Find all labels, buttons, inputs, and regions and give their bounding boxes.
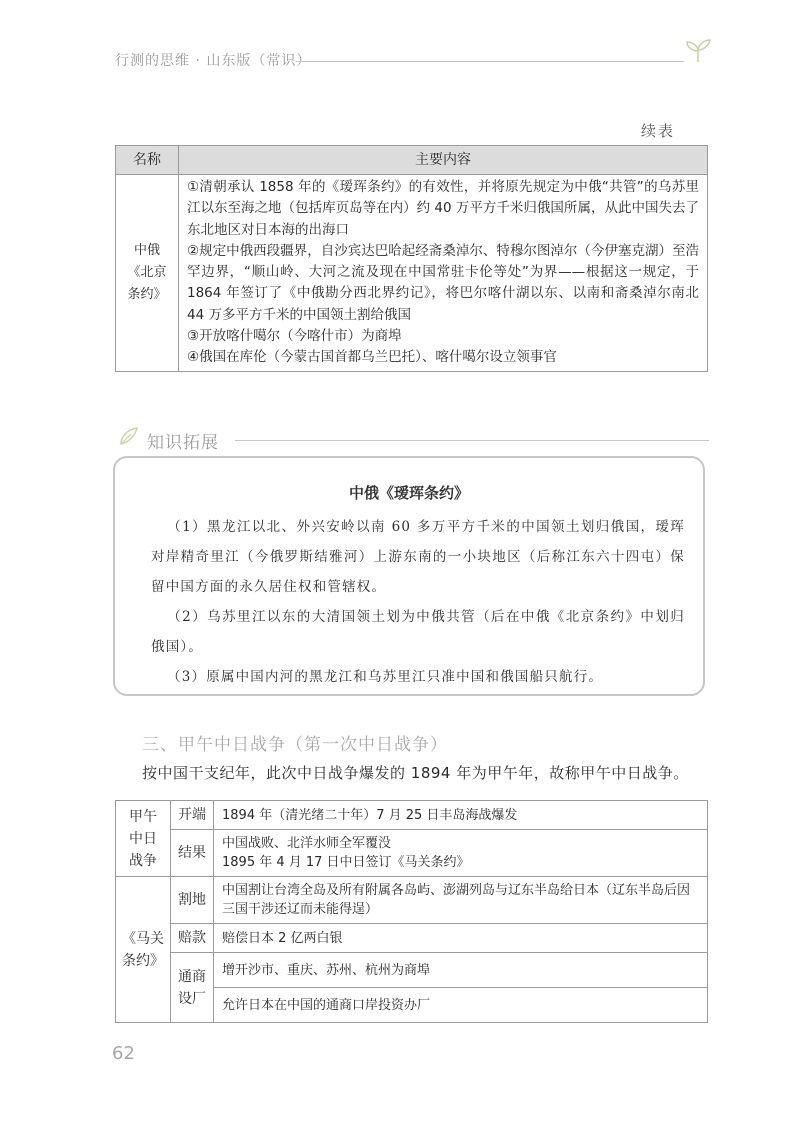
extension-title: 中俄《瑷珲条约》 xyxy=(348,484,469,502)
extension-paragraph: （3）原属中国内河的黑龙江和乌苏里江只准中国和俄国船只航行。 xyxy=(167,669,604,685)
result-line: 1895 年 4 月 17 日中日签订《马关条约》 xyxy=(222,855,470,870)
section-intro: 按中国干支纪年，此次中日战争爆发的 1894 年为甲午年，故称甲午中日战争。 xyxy=(142,764,689,782)
extension-rule xyxy=(235,440,709,441)
extension-paragraph: （1）黑龙江以北、外兴安岭以南 60 多万平方千米的中国领土划归俄国，瑷珲对岸精奇里江（今俄罗斯结雅河）上游东南的一小块地区（后称江东六十四屯）保留中国方面的永久居住权和管辖权。 xyxy=(151,519,685,595)
result-line: 中国战败、北洋水师全军覆没 xyxy=(222,836,392,851)
treaty-name-line: 《北京 xyxy=(127,264,167,280)
treaty-name-line: 中俄 xyxy=(133,242,160,258)
trade-label-line: 设厂 xyxy=(178,990,206,1007)
table-row xyxy=(116,801,708,830)
table-row xyxy=(116,953,708,988)
start-label: 开端 xyxy=(171,801,214,830)
content-item: ①清朝承认 1858 年的《瑷珲条约》的有效性，并将原先规定为中俄“共管”的乌苏里江以东至海之地（包括库页岛等在内）约 40 万平方千米归俄国所属，从此中国失去了东北地区对日本海的出海口 xyxy=(187,179,699,238)
treaty-name-line: 条约》 xyxy=(127,286,167,302)
extension-paragraph: （2）乌苏里江以东的大清国领土划为中俄共管（后在中俄《北京条约》中划归俄国）。 xyxy=(151,609,685,655)
extension-header xyxy=(117,428,717,452)
war-group-cell xyxy=(116,801,171,877)
table-row xyxy=(116,830,708,877)
table-row xyxy=(116,877,708,924)
column-header-name: 名称 xyxy=(116,146,179,175)
table-row xyxy=(116,175,708,372)
table-row xyxy=(116,924,708,953)
page-number: 62 xyxy=(112,1043,135,1064)
content-item: ③开放喀什噶尔（今喀什市）为商埠 xyxy=(187,328,402,345)
war-group-line: 战争 xyxy=(129,852,157,869)
result-label: 结果 xyxy=(171,830,214,877)
result-value xyxy=(214,830,708,877)
header-rule xyxy=(296,61,684,62)
trade-label-line: 通商 xyxy=(178,968,206,985)
war-table xyxy=(115,800,708,1023)
treaty-group-line: 条约》 xyxy=(122,952,164,969)
content-item: ④俄国在库伦（今蒙古国首都乌兰巴托）、喀什噶尔设立领事官 xyxy=(187,349,557,366)
war-group-line: 甲午 xyxy=(129,808,157,825)
cede-value: 中国割让台湾全岛及所有附属各岛屿、澎湖列岛与辽东半岛给日本（辽东半岛后因三国干涉还辽而未能得逞） xyxy=(214,877,708,924)
indemnity-label: 赔款 xyxy=(171,924,214,953)
column-header-content: 主要内容 xyxy=(179,146,708,175)
treaty-name-cell xyxy=(116,175,179,372)
indemnity-value: 赔偿日本 2 亿两白银 xyxy=(214,924,708,953)
treaty-table xyxy=(115,145,708,372)
header-title: 行测的思维 · 山东版（常识） xyxy=(115,53,312,69)
section-heading: 三、甲午中日战争（第一次中日战争） xyxy=(142,735,448,755)
sprout-icon xyxy=(680,38,716,64)
treaty-content-cell xyxy=(179,175,708,372)
leaf-icon xyxy=(117,424,143,448)
continued-label: 续表 xyxy=(641,122,676,140)
trade-value: 增开沙市、重庆、苏州、杭州为商埠 xyxy=(214,953,708,988)
extension-label: 知识拓展 xyxy=(147,433,219,453)
content-item: ②规定中俄西段疆界，自沙宾达巴哈起经斋桑淖尔、特穆尔图淖尔（今伊塞克湖）至浩罕边界，“顺山岭、大河之流及现在中国常驻卡伦等处”为界——根据这一规定，于 1864 年签订了《中俄勘分西北界约记》，将巴尔喀什湖以东、以南和斋桑淖尔南北 44 万多平方千米的中国领土割给俄国 xyxy=(187,242,699,323)
trade-value: 允许日本在中国的通商口岸投资办厂 xyxy=(214,988,708,1023)
table-header-row xyxy=(116,146,708,175)
war-group-line: 中日 xyxy=(129,830,157,847)
treaty-group-cell xyxy=(116,877,171,1023)
trade-label xyxy=(171,953,214,1023)
cede-label: 割地 xyxy=(171,877,214,924)
extension-box xyxy=(113,456,705,696)
treaty-group-line: 《马关 xyxy=(122,930,164,947)
start-value: 1894 年（清光绪二十年）7 月 25 日丰岛海战爆发 xyxy=(214,801,708,830)
